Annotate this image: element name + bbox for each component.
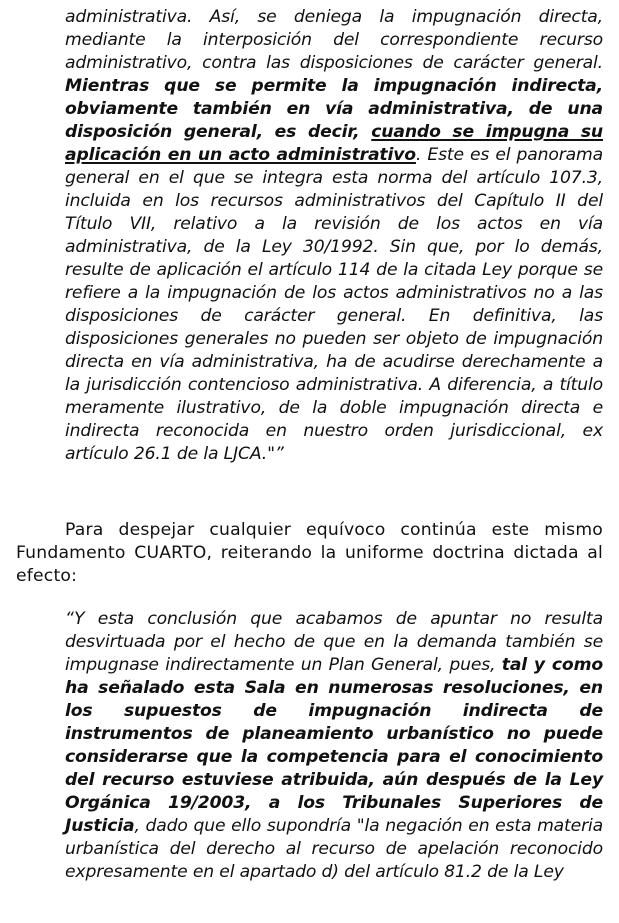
quote1-bold-text: Mientras que se permite la impugnación indirecta, obviamente también en vía administrativa, de una disposición general, es decir, bbox=[65, 76, 603, 142]
quoted-text-block-2 bbox=[65, 608, 603, 884]
quote1-underlined-text: cuando se impugna su aplicación en un acto administrativo bbox=[65, 122, 603, 165]
quote1-rest: . Este es el panorama general en el que se integra esta norma del artículo 107.3, incluida en los recursos administrativos del Capítulo II del Título VII, relativo a la revisión de los actos en vía administrativa, de la Ley 30/1992. Sin que, por lo demás, resulte de aplicación el artículo 114 de la citada Ley porque se refiere a la impugnación de los actos administrativos no a las disposiciones de carácter general. En definitiva, las disposiciones generales no pueden ser objeto de impugnación directa en vía administrativa, ha de acudirse derechamente a la jurisdicción contencioso administrativa. A diferencia, a título meramente ilustrativo, de la doble impugnación directa e indirecta reconocida en nuestro orden jurisdiccional, ex artículo 26.1 de la LJCA."” bbox=[65, 145, 603, 464]
quote2-rest: , dado que ello supondría "la negación en esta materia urbanística del derecho al recurso de apelación reconocido expresamente en el apartado d) del artículo 81.2 de la Ley bbox=[65, 816, 603, 882]
paragraph-text: Para despejar cualquier equívoco continúa este mismo Fundamento CUARTO, reiterando la uniforme doctrina dictada al efecto: bbox=[16, 520, 603, 586]
body-paragraph bbox=[16, 519, 603, 588]
quote2-bold-text: tal y como ha señalado esta Sala en numerosas resoluciones, en los supuestos de impugnación indirecta de instrumentos de planeamiento urbanístico no puede considerarse que la competencia para el conocimiento del recurso estuviese atribuida, aún después de la Ley Orgánica 19/2003, a los Tribunales Superiores de Justicia bbox=[65, 655, 603, 836]
quote2-intro: “Y esta conclusión que acabamos de apuntar no resulta desvirtuada por el hecho de que en la demanda también se impugnase indirectamente un Plan General, pues, bbox=[65, 609, 603, 675]
quoted-text-block-1 bbox=[65, 6, 603, 466]
quote1-intro: administrativa. Así, se deniega la impugnación directa, mediante la interposición del correspondiente recurso administrativo, contra las disposiciones de carácter general. bbox=[65, 7, 603, 73]
